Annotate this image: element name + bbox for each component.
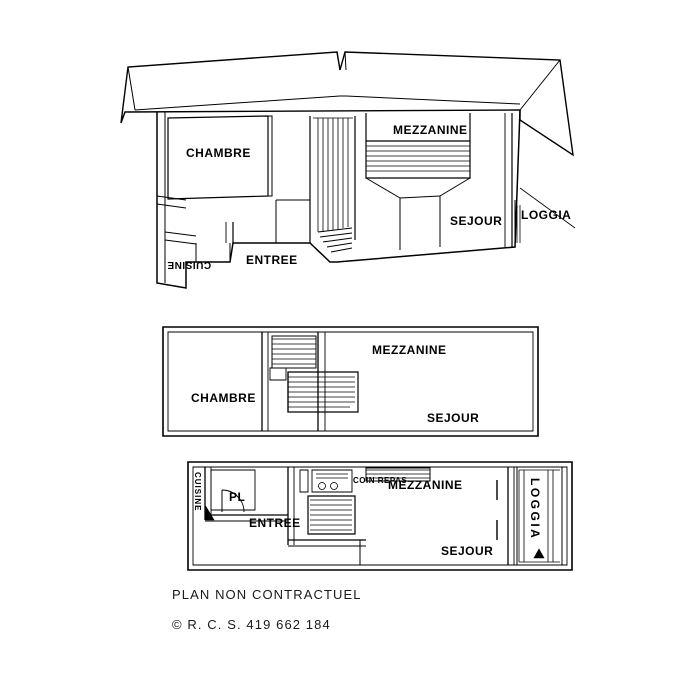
label-mezzanine-lower: MEZZANINE xyxy=(388,478,463,492)
label-entree-lower: ENTREE xyxy=(249,516,301,530)
label-chambre-upper: CHAMBRE xyxy=(186,146,251,160)
label-sejour-upper: SEJOUR xyxy=(450,214,503,228)
plan-middle xyxy=(163,327,538,436)
label-chambre-middle: CHAMBRE xyxy=(191,391,256,405)
label-placard-lower: PL xyxy=(229,490,246,504)
plan-upper-perspective xyxy=(121,52,575,288)
label-loggia-upper: LOGGIA xyxy=(521,208,572,222)
footer-copyright: © R. C. S. 419 662 184 xyxy=(172,617,331,632)
label-cuisine-lower: CUISINE xyxy=(193,472,202,512)
label-mezzanine-middle: MEZZANINE xyxy=(372,343,447,357)
label-loggia-lower: LOGGIA xyxy=(528,478,542,541)
label-cuisine-upper: CUISINE xyxy=(167,259,212,270)
label-entree-upper: ENTREE xyxy=(246,253,298,267)
label-mezzanine-upper: MEZZANINE xyxy=(393,123,468,137)
label-sejour-lower: SEJOUR xyxy=(441,544,494,558)
label-coin-repas-lower: COIN REPAS xyxy=(353,476,408,485)
footer-disclaimer: PLAN NON CONTRACTUEL xyxy=(172,587,362,602)
label-sejour-middle: SEJOUR xyxy=(427,411,480,425)
